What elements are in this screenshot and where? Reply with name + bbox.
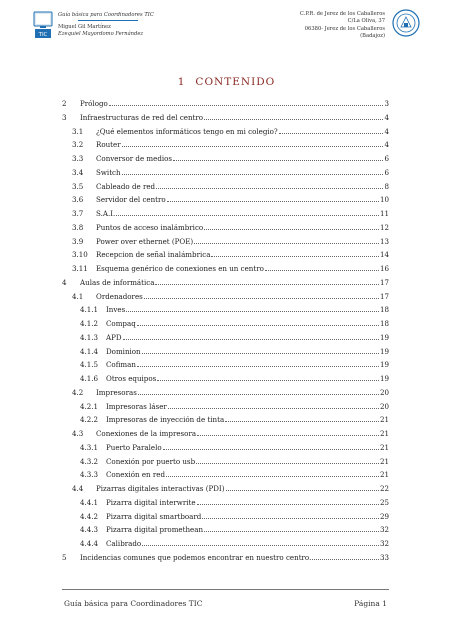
toc-entry[interactable] (62, 194, 389, 204)
toc-entry-title: APD (106, 332, 122, 342)
toc-leader-dots (138, 394, 379, 395)
footer-divider (62, 589, 389, 590)
toc-entry-number: 3.10 (72, 250, 88, 260)
toc-leader-dots (137, 366, 379, 367)
toc-entry-title: Pizarra digital promethean (106, 525, 204, 535)
toc-entry[interactable] (62, 208, 389, 218)
toc-entry[interactable] (62, 318, 389, 328)
toc-entry[interactable] (62, 387, 389, 397)
toc-entry[interactable] (62, 304, 389, 314)
toc-leader-dots (166, 476, 379, 477)
toc-leader-dots (155, 284, 378, 285)
toc-leader-dots (144, 298, 379, 299)
toc-entry-title: Pizarras digitales interactivas (PDI) (96, 484, 225, 493)
toc-entry-page: 19 (379, 332, 389, 342)
toc-entry-page: 18 (379, 305, 389, 315)
toc-entry[interactable] (62, 332, 389, 342)
footer-title: Guía básica para Coordinadores TIC (64, 599, 203, 608)
toc-entry-title: Incidencias comunes que podemos encontrar en nuestro centro. (80, 552, 312, 562)
toc-entry-number: 4.1.1 (80, 305, 99, 315)
toc-leader-dots (197, 504, 379, 505)
toc-entry-title: Otros equipos (106, 374, 157, 383)
toc-entry[interactable] (62, 236, 389, 246)
toc-entry[interactable] (62, 414, 389, 424)
toc-leader-dots (168, 408, 379, 409)
toc-entry-title: Switch (96, 167, 121, 177)
title-number: 1 (177, 76, 186, 88)
toc-entry-page: 22 (379, 484, 389, 493)
toc-entry-title: Ordenadores (96, 291, 143, 301)
toc-entry[interactable] (62, 112, 389, 122)
toc-entry-title: Impresoras (96, 387, 137, 397)
page-title (0, 76, 453, 88)
toc-entry[interactable] (62, 524, 389, 534)
toc-entry-number: 4.4.1 (80, 497, 99, 507)
toc-leader-dots (279, 133, 384, 134)
toc-entry-number: 4.1.6 (80, 374, 99, 383)
toc-leader-dots (173, 160, 383, 161)
toc-entry-number: 3.3 (72, 154, 84, 163)
toc-entry-title: Impresoras de inyección de tinta (106, 415, 225, 425)
toc-entry[interactable] (62, 401, 389, 411)
toc-entry-page: 10 (379, 195, 389, 205)
toc-leader-dots (123, 339, 379, 340)
toc-entry[interactable] (62, 263, 389, 273)
toc-entry[interactable] (62, 428, 389, 438)
toc-entry-number: 4.4.2 (80, 511, 99, 521)
title-text: CONTENIDO (195, 76, 276, 88)
toc-entry-page: 6 (384, 154, 389, 163)
toc-entry-number: 4.1.4 (80, 346, 99, 356)
toc-leader-dots (211, 256, 379, 257)
toc-entry-title: Infraestructuras de red del centro (80, 112, 204, 122)
toc-entry-page: 33 (379, 552, 389, 562)
toc-entry-number: 4.1 (72, 291, 84, 301)
toc-entry-title: Conexión por puerto usb (106, 456, 196, 466)
toc-entry-title: Prólogo (80, 99, 108, 108)
toc-entry[interactable] (62, 359, 389, 369)
header-divider (78, 20, 138, 21)
toc-entry[interactable] (62, 277, 389, 287)
toc-entry-number: 5 (62, 552, 67, 562)
toc-entry[interactable] (62, 167, 389, 177)
toc-entry-page: 3 (384, 99, 389, 108)
toc-entry-title: Pizarra digital smartboard (106, 511, 202, 521)
toc-entry-page: 12 (379, 222, 389, 232)
toc-entry-number: 3.1 (72, 126, 84, 136)
toc-leader-dots (197, 435, 379, 436)
toc-leader-dots (126, 311, 379, 312)
toc-entry[interactable] (62, 469, 389, 479)
toc-entry-title: S.A.I. (96, 209, 116, 218)
toc-leader-dots (312, 559, 379, 560)
toc-entry-title: Esquema genérico de conexiones en un centro (96, 264, 264, 273)
toc-leader-dots (137, 325, 379, 326)
toc-entry-page: 25 (379, 497, 389, 507)
toc-entry-page: 21 (379, 415, 389, 425)
toc-entry-title: Router (96, 140, 121, 150)
toc-entry-number: 4.2.1 (80, 401, 99, 411)
toc-entry-page: 4 (384, 126, 389, 136)
toc-entry[interactable] (62, 497, 389, 507)
toc-entry-title: Impresoras láser (106, 401, 167, 411)
toc-leader-dots (202, 518, 379, 519)
toc-entry-page: 21 (379, 429, 389, 438)
toc-leader-dots (265, 270, 379, 271)
toc-entry[interactable] (62, 98, 389, 108)
toc-leader-dots (163, 449, 379, 450)
toc-entry-number: 4.2.2 (80, 415, 99, 425)
toc-leader-dots (116, 215, 379, 216)
author-2: Ezequiel Mayordomo Fernández (58, 31, 144, 37)
toc-entry-title: Power over ethernet (POE) (96, 236, 194, 246)
toc-entry-title: Dominion (106, 346, 141, 356)
toc-entry-page: 13 (379, 236, 389, 246)
toc-entry[interactable] (62, 346, 389, 356)
toc-entry-page: 4 (384, 140, 389, 150)
toc-entry-title: Cofiman (106, 360, 136, 370)
toc-entry-number: 4.3.2 (80, 456, 99, 466)
author-1: Miguel Gil Martínez (58, 23, 111, 30)
toc-entry-title: Puerto Paralelo (106, 442, 162, 452)
toc-entry-number: 3.2 (72, 140, 84, 150)
toc-entry-page: 20 (379, 401, 389, 411)
toc-entry[interactable] (62, 291, 389, 301)
toc-entry-title: Servidor del centro (96, 195, 166, 205)
toc-entry-title: Inves (106, 305, 126, 315)
toc-entry[interactable] (62, 483, 389, 493)
toc-entry[interactable] (62, 153, 389, 163)
toc-entry[interactable] (62, 126, 389, 136)
toc-leader-dots (204, 531, 379, 532)
toc-entry-page: 29 (379, 511, 389, 521)
toc-entry-number: 4.3.3 (80, 470, 99, 480)
toc-entry-page: 19 (379, 360, 389, 370)
page-header (0, 0, 453, 52)
seal-icon (392, 9, 420, 37)
toc-entry-number: 3 (62, 112, 67, 122)
toc-entry-page: 11 (379, 209, 389, 218)
toc-entry-page: 16 (379, 264, 389, 273)
org-line-1: C.P.R. de Jerez de los Caballeros (299, 11, 385, 17)
toc-entry-title: Recepcion de señal inalámbrica (96, 250, 211, 260)
tic-logo-icon (33, 10, 53, 40)
toc-leader-dots (226, 490, 379, 491)
toc-entry[interactable] (62, 181, 389, 191)
toc-entry-page: 17 (379, 291, 389, 301)
toc-entry-page: 19 (379, 374, 389, 383)
toc-entry-number: 3.7 (72, 209, 84, 218)
toc-entry-title: Puntos de acceso inalámbrico (96, 222, 204, 232)
toc-entry-number: 4.4.4 (80, 539, 99, 548)
toc-entry-title: Pizarra digital interwrite (106, 497, 196, 507)
toc-entry-number: 4.3.1 (80, 442, 99, 452)
toc-entry[interactable] (62, 222, 389, 232)
toc-leader-dots (157, 380, 379, 381)
toc-entry-number: 3.9 (72, 236, 84, 246)
toc-entry-number: 4 (62, 277, 67, 287)
toc-entry-number: 4.3 (72, 429, 84, 438)
toc-entry[interactable] (62, 456, 389, 466)
toc-leader-dots (156, 188, 383, 189)
toc-leader-dots (194, 243, 379, 244)
toc-entry-page: 20 (379, 387, 389, 397)
header-org (300, 11, 385, 40)
toc-entry-title: Conversor de medios (96, 154, 173, 163)
toc-entry-number: 4.2 (72, 387, 84, 397)
toc-entry-page: 4 (384, 112, 389, 122)
toc-entry[interactable] (62, 249, 389, 259)
toc-entry-number: 3.11 (72, 264, 88, 273)
toc-entry-title: Cableado de red (96, 181, 156, 191)
toc-entry-page: 6 (384, 167, 389, 177)
toc-entry-title: Conexiones de la impresora (96, 429, 197, 438)
toc-entry[interactable] (62, 511, 389, 521)
toc-entry-page: 32 (379, 525, 389, 535)
toc-leader-dots (204, 119, 383, 120)
toc-entry[interactable] (62, 538, 389, 548)
toc-entry[interactable] (62, 552, 389, 562)
toc-leader-dots (109, 105, 384, 106)
toc-entry-page: 17 (379, 277, 389, 287)
toc-leader-dots (204, 229, 379, 230)
toc-entry-number: 4.1.3 (80, 332, 99, 342)
toc-entry[interactable] (62, 139, 389, 149)
toc-entry[interactable] (62, 442, 389, 452)
toc-entry-number: 2 (62, 99, 67, 108)
toc-leader-dots (167, 201, 379, 202)
logo-text: TIC (38, 32, 48, 38)
toc-entry-number: 3.4 (72, 167, 84, 177)
toc-entry-number: 3.5 (72, 181, 84, 191)
toc-entry-title: Aulas de informática (80, 277, 155, 287)
toc-entry-title: ¿Qué elementos informáticos tengo en mi colegio? (96, 126, 278, 136)
toc-entry-page: 21 (379, 470, 389, 480)
toc-entry-page: 14 (379, 250, 389, 260)
guide-title: Guía básica para Coordinadores TIC (58, 12, 154, 18)
toc-entry-number: 4.4 (72, 484, 84, 493)
toc-entry-number: 4.1.2 (80, 319, 99, 328)
toc-entry-title: Calibrado (106, 539, 142, 548)
toc-entry-number: 4.4.3 (80, 525, 99, 535)
toc-entry[interactable] (62, 373, 389, 383)
toc-leader-dots (142, 353, 379, 354)
toc-entry-page: 21 (379, 442, 389, 452)
toc-leader-dots (196, 463, 379, 464)
toc-entry-title: Conexión en red (106, 470, 165, 480)
header-left (58, 12, 154, 39)
toc-entry-number: 3.6 (72, 195, 84, 205)
toc-entry-title: Compaq (106, 319, 136, 328)
toc-leader-dots (122, 146, 384, 147)
page-number: Página 1 (354, 599, 387, 608)
toc-leader-dots (225, 421, 379, 422)
toc-entry-page: 19 (379, 346, 389, 356)
org-line-4: (Badajoz) (360, 32, 385, 39)
toc-entry-page: 18 (379, 319, 389, 328)
toc-leader-dots (142, 545, 379, 546)
toc-entry-page: 32 (379, 539, 389, 548)
org-line-2: C/La Oliva, 37 (347, 18, 385, 25)
toc-entry-page: 21 (379, 456, 389, 466)
toc-entry-number: 4.1.5 (80, 360, 99, 370)
org-line-3: 06380- Jerez de los Caballeros (304, 25, 385, 32)
toc-leader-dots (122, 174, 384, 175)
toc-entry-number: 3.8 (72, 222, 84, 232)
toc-entry-page: 8 (384, 181, 389, 191)
